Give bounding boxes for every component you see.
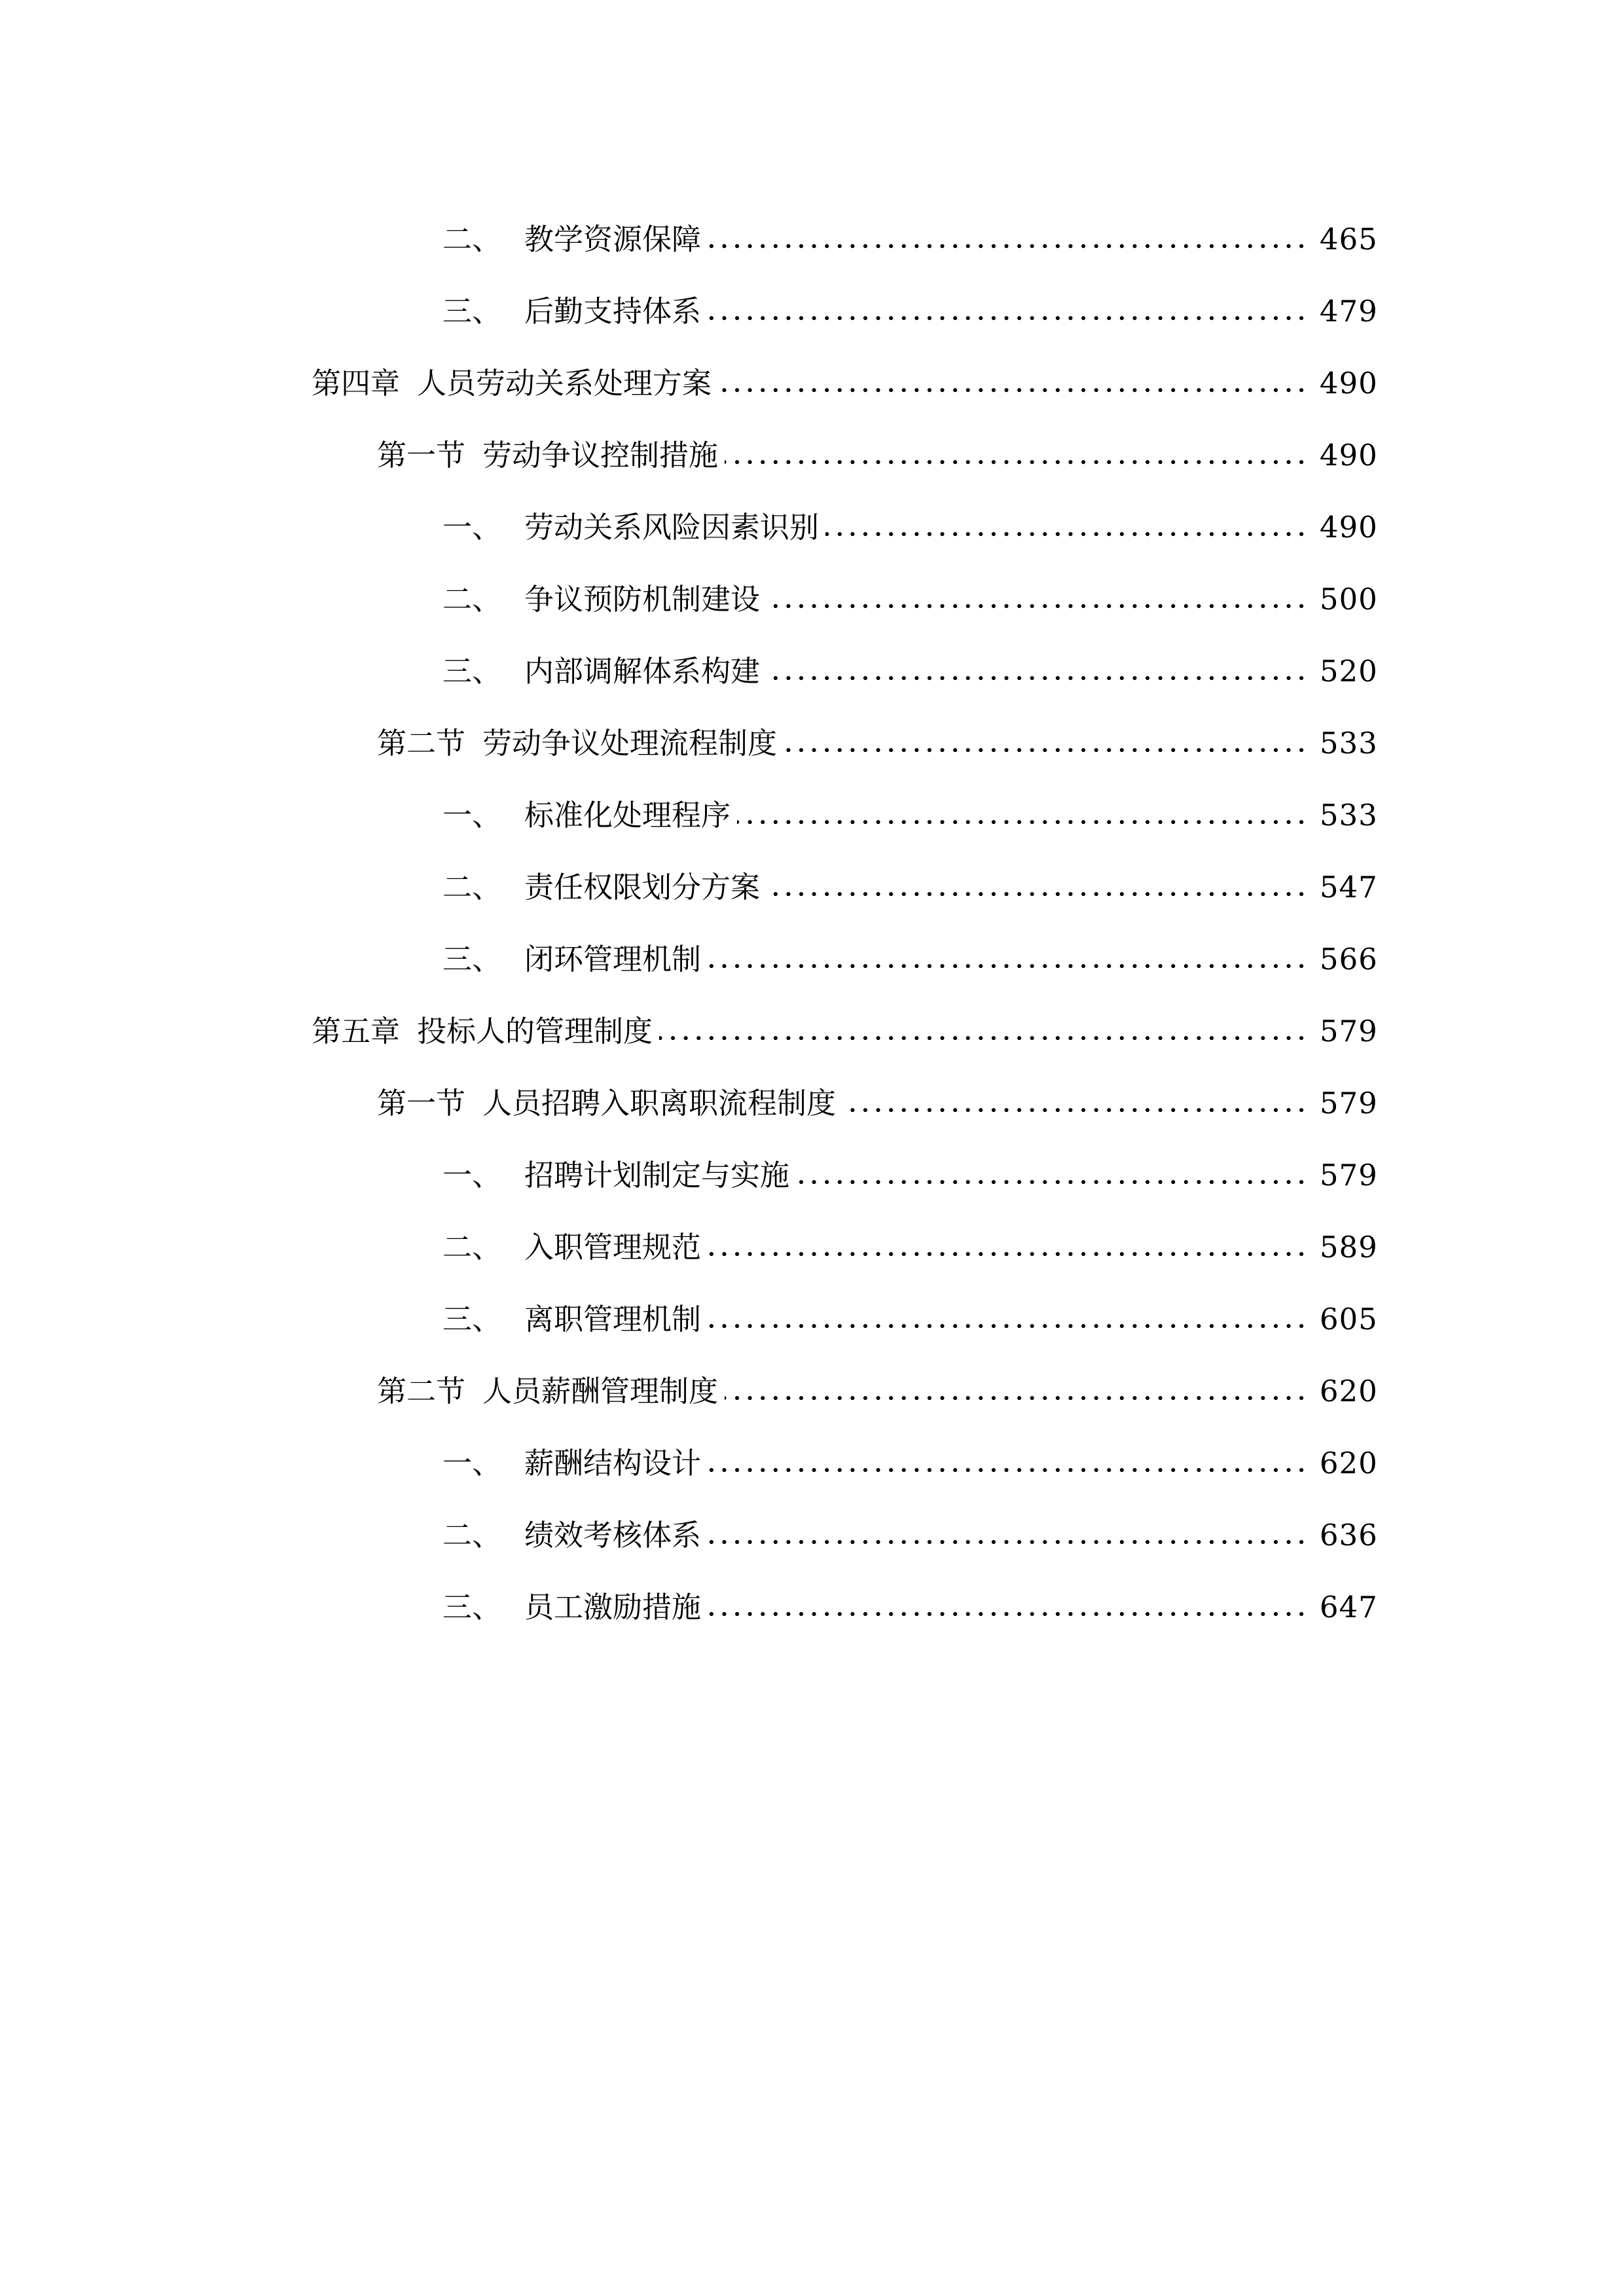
toc-entry[interactable]	[0, 1283, 1624, 1355]
toc-entry[interactable]	[0, 1211, 1624, 1283]
toc-entry-number: 二、	[442, 221, 502, 257]
toc-entry-title: 劳动关系风险因素识别	[524, 509, 820, 545]
toc-entry[interactable]	[0, 563, 1624, 635]
toc-entry[interactable]	[0, 923, 1624, 995]
toc-entry-number: 一、	[442, 509, 502, 545]
toc-entry-page: 566	[1320, 941, 1378, 977]
toc-entry-title: 标准化处理程序	[524, 797, 731, 833]
toc-entry-title: 薪酬结构设计	[524, 1445, 702, 1480]
dot-leader	[767, 603, 1308, 609]
toc-entry-page: 620	[1320, 1373, 1378, 1408]
toc-entry-title: 招聘计划制定与实施	[524, 1157, 790, 1193]
toc-entry[interactable]	[0, 1427, 1624, 1499]
toc-entry-number: 二、	[442, 1229, 502, 1265]
toc-entry-title: 劳动争议控制措施	[482, 437, 719, 473]
toc-entry-number: 第一节	[377, 1085, 466, 1121]
dot-leader	[718, 387, 1308, 393]
toc-entry-title: 争议预防机制建设	[524, 581, 761, 617]
toc-entry[interactable]	[0, 1139, 1624, 1211]
toc-entry[interactable]	[0, 1067, 1624, 1139]
toc-entry[interactable]	[0, 1571, 1624, 1643]
dot-leader	[725, 459, 1308, 465]
toc-entry-page: 500	[1320, 581, 1378, 617]
toc-entry[interactable]	[0, 203, 1624, 275]
toc-entry-title: 劳动争议处理流程制度	[482, 725, 778, 761]
toc-entry-title: 责任权限划分方案	[524, 869, 761, 905]
dot-leader	[796, 1179, 1308, 1185]
toc-entry-page: 533	[1320, 725, 1378, 761]
toc-entry-page: 490	[1320, 509, 1378, 545]
dot-leader	[708, 963, 1308, 969]
toc-entry[interactable]	[0, 1355, 1624, 1427]
toc-entry-number: 第五章	[312, 1013, 401, 1049]
toc-entry-title: 内部调解体系构建	[524, 653, 761, 689]
dot-leader	[708, 243, 1308, 249]
toc-entry-title: 离职管理机制	[524, 1301, 702, 1336]
toc-entry-number: 三、	[442, 1301, 502, 1336]
toc-entry-number: 一、	[442, 1157, 502, 1193]
toc-entry[interactable]	[0, 707, 1624, 779]
toc-entry-title: 绩效考核体系	[524, 1517, 702, 1552]
dot-leader	[708, 1467, 1308, 1473]
toc-entry-page: 636	[1320, 1517, 1378, 1552]
toc-entry-title: 员工激励措施	[524, 1589, 702, 1624]
toc-entry-number: 三、	[442, 941, 502, 977]
toc-entry[interactable]	[0, 779, 1624, 851]
toc-entry-number: 一、	[442, 797, 502, 833]
toc-entry-title: 入职管理规范	[524, 1229, 702, 1265]
toc-entry[interactable]	[0, 347, 1624, 419]
toc-entry-title: 教学资源保障	[524, 221, 702, 257]
toc-entry-title: 闭环管理机制	[524, 941, 702, 977]
dot-leader	[725, 1395, 1308, 1401]
dot-leader	[842, 1107, 1308, 1113]
toc-entry-title: 人员招聘入职离职流程制度	[482, 1085, 837, 1121]
toc-entry-number: 一、	[442, 1445, 502, 1480]
dot-leader	[767, 891, 1308, 897]
dot-leader	[708, 1539, 1308, 1545]
toc-entry-number: 三、	[442, 293, 502, 329]
toc-entry-title: 投标人的管理制度	[417, 1013, 653, 1049]
dot-leader	[825, 531, 1308, 537]
toc-entry-page: 465	[1320, 221, 1378, 257]
toc-entry-page: 479	[1320, 293, 1378, 329]
toc-entry-page: 547	[1320, 869, 1378, 905]
toc-entry-page: 589	[1320, 1229, 1378, 1265]
toc-entry-page: 533	[1320, 797, 1378, 833]
toc-entry[interactable]	[0, 275, 1624, 347]
toc-entry-page: 490	[1320, 437, 1378, 473]
dot-leader	[708, 1323, 1308, 1329]
dot-leader	[708, 1251, 1308, 1257]
dot-leader	[708, 315, 1308, 321]
toc-entry-page: 620	[1320, 1445, 1378, 1480]
toc-entry[interactable]	[0, 1499, 1624, 1571]
toc-entry-page: 579	[1320, 1085, 1378, 1121]
toc-entry[interactable]	[0, 635, 1624, 707]
toc-entry-number: 第二节	[377, 725, 466, 761]
toc-entry[interactable]	[0, 851, 1624, 923]
toc-entry-page: 647	[1320, 1589, 1378, 1624]
dot-leader	[767, 675, 1308, 681]
toc-entry-page: 520	[1320, 653, 1378, 689]
toc-entry-number: 第二节	[377, 1373, 466, 1408]
toc-entry-page: 490	[1320, 365, 1378, 401]
toc-entry-number: 二、	[442, 869, 502, 905]
dot-leader	[784, 747, 1308, 753]
toc-entry[interactable]	[0, 491, 1624, 563]
dot-leader	[737, 819, 1308, 825]
dot-leader	[659, 1035, 1308, 1041]
toc-entry-page: 605	[1320, 1301, 1378, 1336]
toc-entry-title: 后勤支持体系	[524, 293, 702, 329]
dot-leader	[708, 1611, 1308, 1617]
toc-entry-number: 第四章	[312, 365, 401, 401]
table-of-contents	[0, 203, 1624, 1643]
toc-entry[interactable]	[0, 995, 1624, 1067]
toc-entry-number: 二、	[442, 1517, 502, 1552]
toc-entry-number: 三、	[442, 653, 502, 689]
toc-entry-title: 人员薪酬管理制度	[482, 1373, 719, 1408]
toc-entry-title: 人员劳动关系处理方案	[417, 365, 712, 401]
toc-entry-number: 三、	[442, 1589, 502, 1624]
toc-entry[interactable]	[0, 419, 1624, 491]
toc-entry-number: 二、	[442, 581, 502, 617]
toc-entry-page: 579	[1320, 1157, 1378, 1193]
toc-entry-page: 579	[1320, 1013, 1378, 1049]
toc-entry-number: 第一节	[377, 437, 466, 473]
